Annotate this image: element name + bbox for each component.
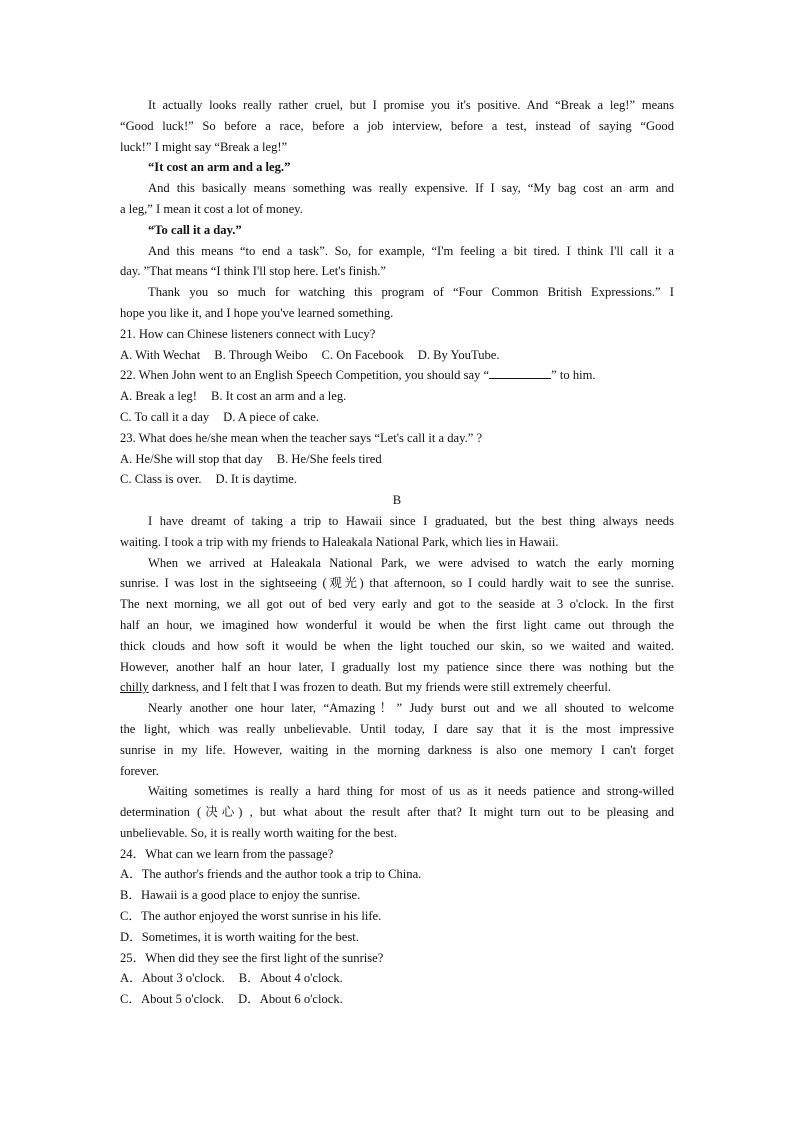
question-23-options <box>120 469 674 490</box>
question-24: 24．What can we learn from the passage? <box>120 846 334 861</box>
document-content <box>120 95 674 1010</box>
question-23-options <box>120 449 674 470</box>
option-a: A. With Wechat <box>120 347 201 362</box>
section-label: B <box>392 493 402 508</box>
question-22 <box>120 365 674 386</box>
option-d: D. A piece of cake. <box>223 409 319 424</box>
option-c: C．The author enjoyed the worst sunrise in his life. <box>120 909 382 924</box>
option-d: D．About 6 o'clock. <box>238 992 343 1007</box>
option-d: D. By YouTube. <box>417 347 500 362</box>
passage-line: “Good luck!” So before a race, before a job interview, before a test, instead of saying “Good <box>120 118 674 133</box>
option-a: A. Break a leg! <box>120 389 197 404</box>
passage-line: day. ”That means “I think I'll stop here. Let's finish.” <box>120 264 387 279</box>
passage-line: And this basically means something was really expensive. If I say, “My bag cost an arm and <box>148 181 674 196</box>
expression-heading: “To call it a day.” <box>148 222 242 237</box>
passage-line <box>120 677 674 698</box>
passage-line: Waiting sometimes is really a hard thing for most of us as it needs patience and strong-willed <box>148 784 674 799</box>
passage-line: When we arrived at Haleakala National Park, we were advised to watch the early morning <box>148 555 674 570</box>
passage-line: waiting. I took a trip with my friends to Haleakala National Park, which lies in Hawaii. <box>120 534 559 549</box>
option-a: A．About 3 o'clock. <box>120 971 225 986</box>
passage-line: sunrise in my life. However, waiting in the morning darkness is also one memory I can't forget <box>120 742 674 757</box>
question-21-options <box>120 345 674 366</box>
question-22-options <box>120 407 674 428</box>
passage-line: Nearly another one hour later, “Amazing！” Judy burst out and we all shouted to welcome <box>148 701 674 716</box>
question-21: 21. How can Chinese listeners connect with Lucy? <box>120 326 376 341</box>
passage-line: thick clouds and how soft it would be when the light touched our skin, so we waited and waited. <box>120 638 674 653</box>
passage-line: unbelievable. So, it is really worth waiting for the best. <box>120 825 398 840</box>
answer-blank <box>489 366 551 379</box>
question-25-options <box>120 968 674 989</box>
option-c: C. To call it a day <box>120 409 210 424</box>
question-25: 25．When did they see the first light of the sunrise? <box>120 950 384 965</box>
question-22-text-end: ” to him. <box>551 368 596 383</box>
passage-line: I have dreamt of taking a trip to Hawaii since I graduated, but the best thing always needs <box>148 513 674 528</box>
passage-line: Thank you so much for watching this program of “Four Common British Expressions.” I <box>148 285 674 300</box>
option-b: B．About 4 o'clock. <box>238 971 343 986</box>
option-a: A. He/She will stop that day <box>120 451 263 466</box>
passage-line: a leg,” I mean it cost a lot of money. <box>120 201 303 216</box>
option-c: C. On Facebook <box>321 347 404 362</box>
underlined-word: chilly <box>120 680 149 695</box>
passage-line-rest: darkness, and I felt that I was frozen to death. But my friends were still extremely cheerful. <box>148 680 611 695</box>
option-d: D. It is daytime. <box>215 472 298 487</box>
expression-heading: “It cost an arm and a leg.” <box>148 160 291 175</box>
passage-line: The next morning, we all got out of bed very early and got to the seaside at 3 o'clock. In the first <box>120 597 674 612</box>
option-b: B. Through Weibo <box>214 347 308 362</box>
passage-line: It actually looks really rather cruel, but I promise you it's positive. And “Break a leg!” means <box>148 98 674 112</box>
passage-line: hope you like it, and I hope you've learned something. <box>120 305 394 320</box>
question-22-text: 22. When John went to an English Speech Competition, you should say “ <box>120 368 490 383</box>
question-25-options <box>120 989 674 1010</box>
passage-line: luck!” I might say “Break a leg!” <box>120 139 288 154</box>
option-b: B. He/She feels tired <box>276 451 382 466</box>
option-d: D．Sometimes, it is worth waiting for the best. <box>120 929 359 944</box>
option-a: A．The author's friends and the author took a trip to China. <box>120 867 422 882</box>
passage-line: the light, which was really unbelievable. Until today, I dare say that it is the most impressive <box>120 721 674 736</box>
question-22-options <box>120 386 674 407</box>
option-b: B．Hawaii is a good place to enjoy the sunrise. <box>120 888 361 903</box>
option-b: B. It cost an arm and a leg. <box>210 389 347 404</box>
passage-line: However, another half an hour later, I gradually lost my patience since there was nothing but the <box>120 659 674 674</box>
option-c: C．About 5 o'clock. <box>120 992 225 1007</box>
passage-line: forever. <box>120 763 159 778</box>
passage-line: And this means “to end a task”. So, for example, “I'm feeling a bit tired. I think I'll call it a <box>148 243 674 258</box>
passage-line: determination (决心) , but what about the result after that? It might turn out to be pleasing and <box>120 805 674 820</box>
passage-line: sunrise. I was lost in the sightseeing (观光) that afternoon, so I could hardly wait to see the sunrise. <box>120 576 674 591</box>
option-c: C. Class is over. <box>120 472 202 487</box>
question-23: 23. What does he/she mean when the teacher says “Let's call it a day.” ? <box>120 430 483 445</box>
passage-line: half an hour, we imagined how wonderful it would be when the first light came out through the <box>120 617 674 632</box>
